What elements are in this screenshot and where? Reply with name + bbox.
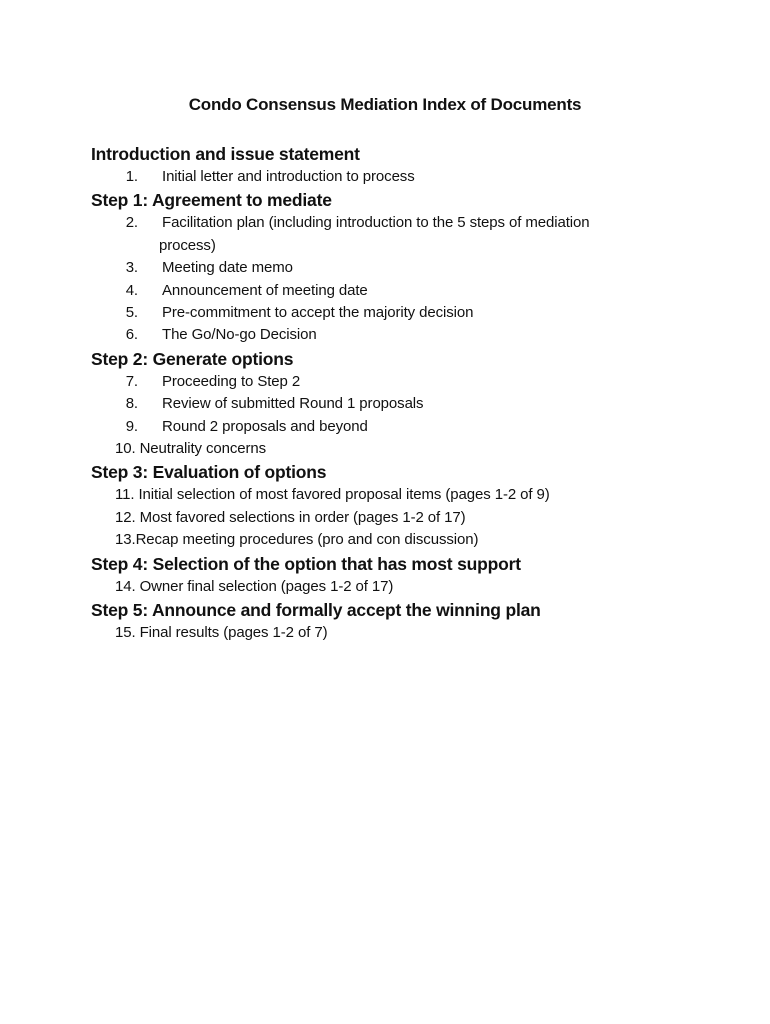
list-item <box>91 416 731 438</box>
item-text: Owner final selection (pages 1-2 of 17) <box>139 577 394 595</box>
item-text: Neutrality concerns <box>139 440 267 458</box>
item-text: Final results (pages 1-2 of 7) <box>139 624 328 642</box>
section-heading: Introduction and issue statement <box>91 144 360 164</box>
list-item <box>91 166 731 188</box>
list-item <box>91 576 731 598</box>
item-number: 11. <box>115 486 135 504</box>
item-number: 13. <box>115 531 136 549</box>
item-text: Round 2 proposals and beyond <box>162 417 368 435</box>
list-item <box>91 302 731 324</box>
item-number: 14. <box>115 577 136 595</box>
list-item <box>91 393 731 415</box>
item-list <box>91 212 731 346</box>
section-step-3 <box>91 460 731 551</box>
item-text: The Go/No-go Decision <box>162 326 317 344</box>
section-introduction <box>91 142 731 188</box>
item-list <box>91 166 731 188</box>
item-text: Initial selection of most favored proposal items (pages 1-2 of 9) <box>138 486 550 504</box>
section-step-4 <box>91 552 731 598</box>
item-number: 15. <box>115 624 136 642</box>
list-item <box>91 280 731 302</box>
item-number: 12. <box>115 508 136 526</box>
item-number: 5. <box>125 304 138 322</box>
item-text: Recap meeting procedures (pro and con discussion) <box>135 531 479 549</box>
section-step-1 <box>91 188 731 346</box>
item-list <box>91 622 731 644</box>
list-item <box>91 257 731 279</box>
section-heading: Step 4: Selection of the option that has most support <box>91 553 521 574</box>
list-item <box>91 529 731 551</box>
list-item <box>91 438 731 460</box>
item-number: 9. <box>125 417 138 435</box>
item-number: 7. <box>125 372 138 390</box>
item-text: Pre-commitment to accept the majority decision <box>162 304 474 322</box>
item-number: 2. <box>125 214 138 232</box>
section-heading: Step 5: Announce and formally accept the winning plan <box>91 600 541 621</box>
item-text: Review of submitted Round 1 proposals <box>162 395 424 413</box>
item-number: 1. <box>125 168 138 185</box>
item-list <box>91 576 731 598</box>
item-list <box>91 484 731 551</box>
item-text: Meeting date memo <box>162 259 293 277</box>
list-item <box>91 371 731 393</box>
item-number: 10. <box>115 440 136 458</box>
section-heading: Step 3: Evaluation of options <box>91 462 327 483</box>
item-number: 3. <box>125 259 138 277</box>
section-heading: Step 1: Agreement to mediate <box>91 190 332 211</box>
section-step-2 <box>91 347 731 461</box>
item-text: Facilitation plan (including introduction to the 5 steps of mediation process) <box>159 214 590 254</box>
list-item <box>91 507 731 529</box>
item-text: Announcement of meeting date <box>162 281 368 299</box>
item-list <box>91 371 731 461</box>
item-text: Proceeding to Step 2 <box>162 372 301 390</box>
list-item <box>91 622 731 644</box>
item-number: 8. <box>125 395 138 413</box>
section-heading: Step 2: Generate options <box>91 348 294 369</box>
item-number: 4. <box>125 281 138 299</box>
item-text: Most favored selections in order (pages 1-2 of 17) <box>139 508 466 526</box>
list-item <box>91 324 731 346</box>
list-item <box>91 212 731 257</box>
list-item <box>91 484 731 506</box>
item-number: 6. <box>125 326 138 344</box>
document-index <box>91 142 731 645</box>
section-step-5 <box>91 598 731 644</box>
item-text: Initial letter and introduction to process <box>162 168 415 185</box>
document-title: Condo Consensus Mediation Index of Documents <box>188 95 582 114</box>
